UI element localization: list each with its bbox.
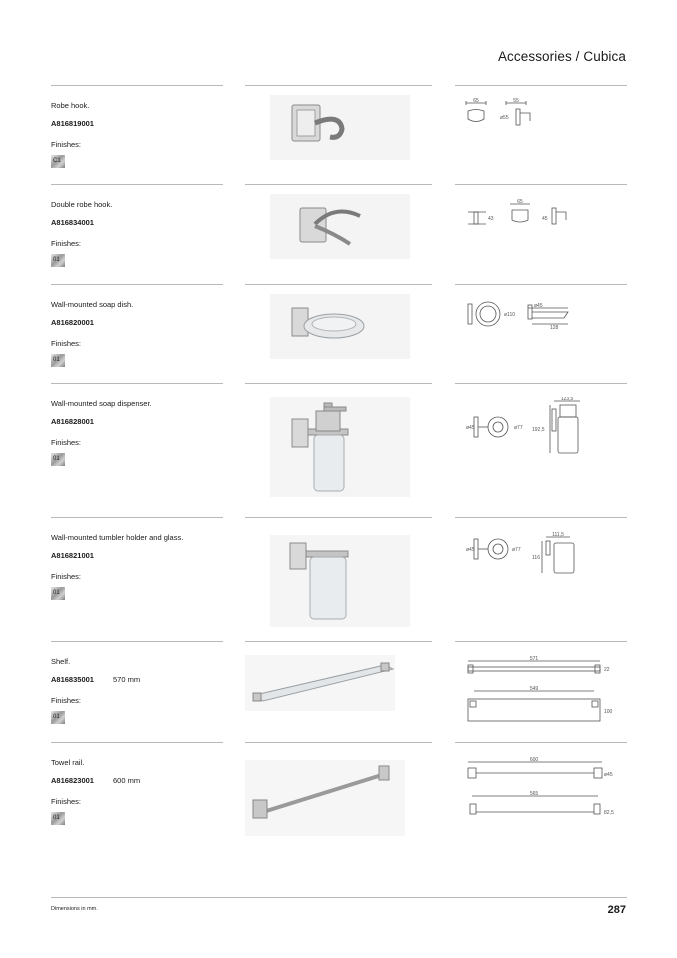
dim-label: 22 — [604, 667, 610, 673]
page-title: Accessories / Cubica — [497, 49, 626, 64]
dim-label: ø110 — [504, 312, 516, 318]
divider — [455, 383, 627, 384]
product-size: 570 mm — [113, 675, 141, 684]
product-name: Wall-mounted soap dispenser. — [51, 399, 152, 408]
product-name: Shelf. — [51, 657, 71, 666]
finish-swatch: 01 — [51, 453, 65, 466]
dim-label: ø77 — [512, 547, 521, 553]
divider — [245, 383, 432, 384]
finishes-label: Finishes: — [51, 438, 82, 447]
footer-divider — [51, 897, 627, 898]
dim-label: ø55 — [500, 115, 509, 121]
finishes-label: Finishes: — [51, 339, 82, 348]
product-code: A816835001 — [51, 675, 94, 684]
product-name: Wall-mounted tumbler holder and glass. — [51, 533, 184, 542]
finish-swatch: 01 — [51, 587, 65, 600]
finishes-label: Finishes: — [51, 797, 82, 806]
finish-swatch: C1 — [51, 155, 65, 168]
dim-label: 123,5 — [560, 397, 574, 402]
dim-label: 100 — [604, 709, 613, 715]
dim-label: 45 — [542, 216, 548, 222]
robe-hook-drawing — [462, 97, 542, 137]
dim-label: 111,5 — [552, 532, 564, 538]
dim-label: 571 — [529, 656, 539, 662]
dim-label: ø45 — [466, 547, 475, 553]
product-row-towel-rail — [0, 742, 677, 842]
divider — [455, 184, 627, 185]
product-code: A816834001 — [51, 218, 94, 227]
dim-label: 600 — [529, 757, 539, 763]
dim-label: 65 — [473, 98, 479, 104]
divider — [51, 517, 223, 518]
finish-swatch: 01 — [51, 812, 65, 825]
divider — [245, 284, 432, 285]
towel-rail-photo — [245, 760, 405, 836]
dim-label: 192,5 — [532, 427, 545, 433]
product-row-shelf — [0, 641, 677, 740]
dim-label: 65 — [517, 199, 523, 205]
product-code: A816819001 — [51, 119, 94, 128]
product-code: A816823001 — [51, 776, 94, 785]
product-code: A816828001 — [51, 417, 94, 426]
dim-label: ø77 — [514, 425, 523, 431]
towel-rail-drawing — [462, 756, 622, 831]
product-code: A816820001 — [51, 318, 94, 327]
dim-label: ø45 — [604, 772, 613, 778]
finish-swatch: 01 — [51, 354, 65, 367]
product-name: Robe hook. — [51, 101, 90, 110]
finishes-label: Finishes: — [51, 239, 82, 248]
soap-dispenser-photo — [270, 397, 410, 497]
dim-label: 43 — [488, 216, 494, 222]
dim-label: 82,5 — [604, 810, 614, 816]
product-row-robe-hook — [0, 85, 677, 183]
divider — [245, 641, 432, 642]
divider — [245, 742, 432, 743]
tumbler-holder-drawing — [462, 531, 592, 591]
dim-label: 116 — [532, 555, 540, 561]
divider — [455, 517, 627, 518]
divider — [51, 641, 223, 642]
divider — [51, 742, 223, 743]
divider — [455, 85, 627, 86]
divider — [455, 284, 627, 285]
divider — [245, 517, 432, 518]
product-name: Double robe hook. — [51, 200, 113, 209]
divider — [455, 641, 627, 642]
page-number: 287 — [607, 904, 626, 916]
dim-label: ø45 — [466, 425, 475, 431]
soap-dispenser-drawing — [462, 397, 592, 477]
divider — [51, 383, 223, 384]
finishes-label: Finishes: — [51, 572, 82, 581]
soap-dish-drawing — [462, 296, 582, 336]
divider — [245, 85, 432, 86]
dimensions-note: Dimensions in mm. — [51, 906, 98, 912]
product-name: Wall-mounted soap dish. — [51, 300, 134, 309]
finish-swatch: 01 — [51, 254, 65, 267]
soap-dish-photo — [270, 294, 410, 359]
shelf-photo — [245, 655, 395, 711]
product-size: 600 mm — [113, 776, 141, 785]
divider — [455, 742, 627, 743]
product-row-soap-dispenser — [0, 383, 677, 515]
dim-label: ø45 — [534, 303, 543, 309]
divider — [51, 284, 223, 285]
product-code: A816821001 — [51, 551, 94, 560]
divider — [245, 184, 432, 185]
dim-label: 549 — [529, 686, 539, 692]
product-name: Towel rail. — [51, 758, 85, 767]
finishes-label: Finishes: — [51, 696, 82, 705]
double-robe-hook-photo — [270, 194, 410, 259]
dim-label: 565 — [529, 791, 539, 797]
product-row-double-robe-hook — [0, 184, 677, 282]
dim-label: 128 — [550, 325, 559, 331]
divider — [51, 184, 223, 185]
double-robe-hook-drawing — [462, 198, 582, 238]
product-row-soap-dish — [0, 284, 677, 382]
finishes-label: Finishes: — [51, 140, 82, 149]
finish-swatch: 01 — [51, 711, 65, 724]
robe-hook-photo — [270, 95, 410, 160]
tumbler-holder-photo — [270, 535, 410, 627]
dim-label: 55 — [513, 98, 519, 104]
shelf-drawing — [462, 655, 622, 730]
product-row-tumbler-holder — [0, 517, 677, 639]
divider — [51, 85, 223, 86]
